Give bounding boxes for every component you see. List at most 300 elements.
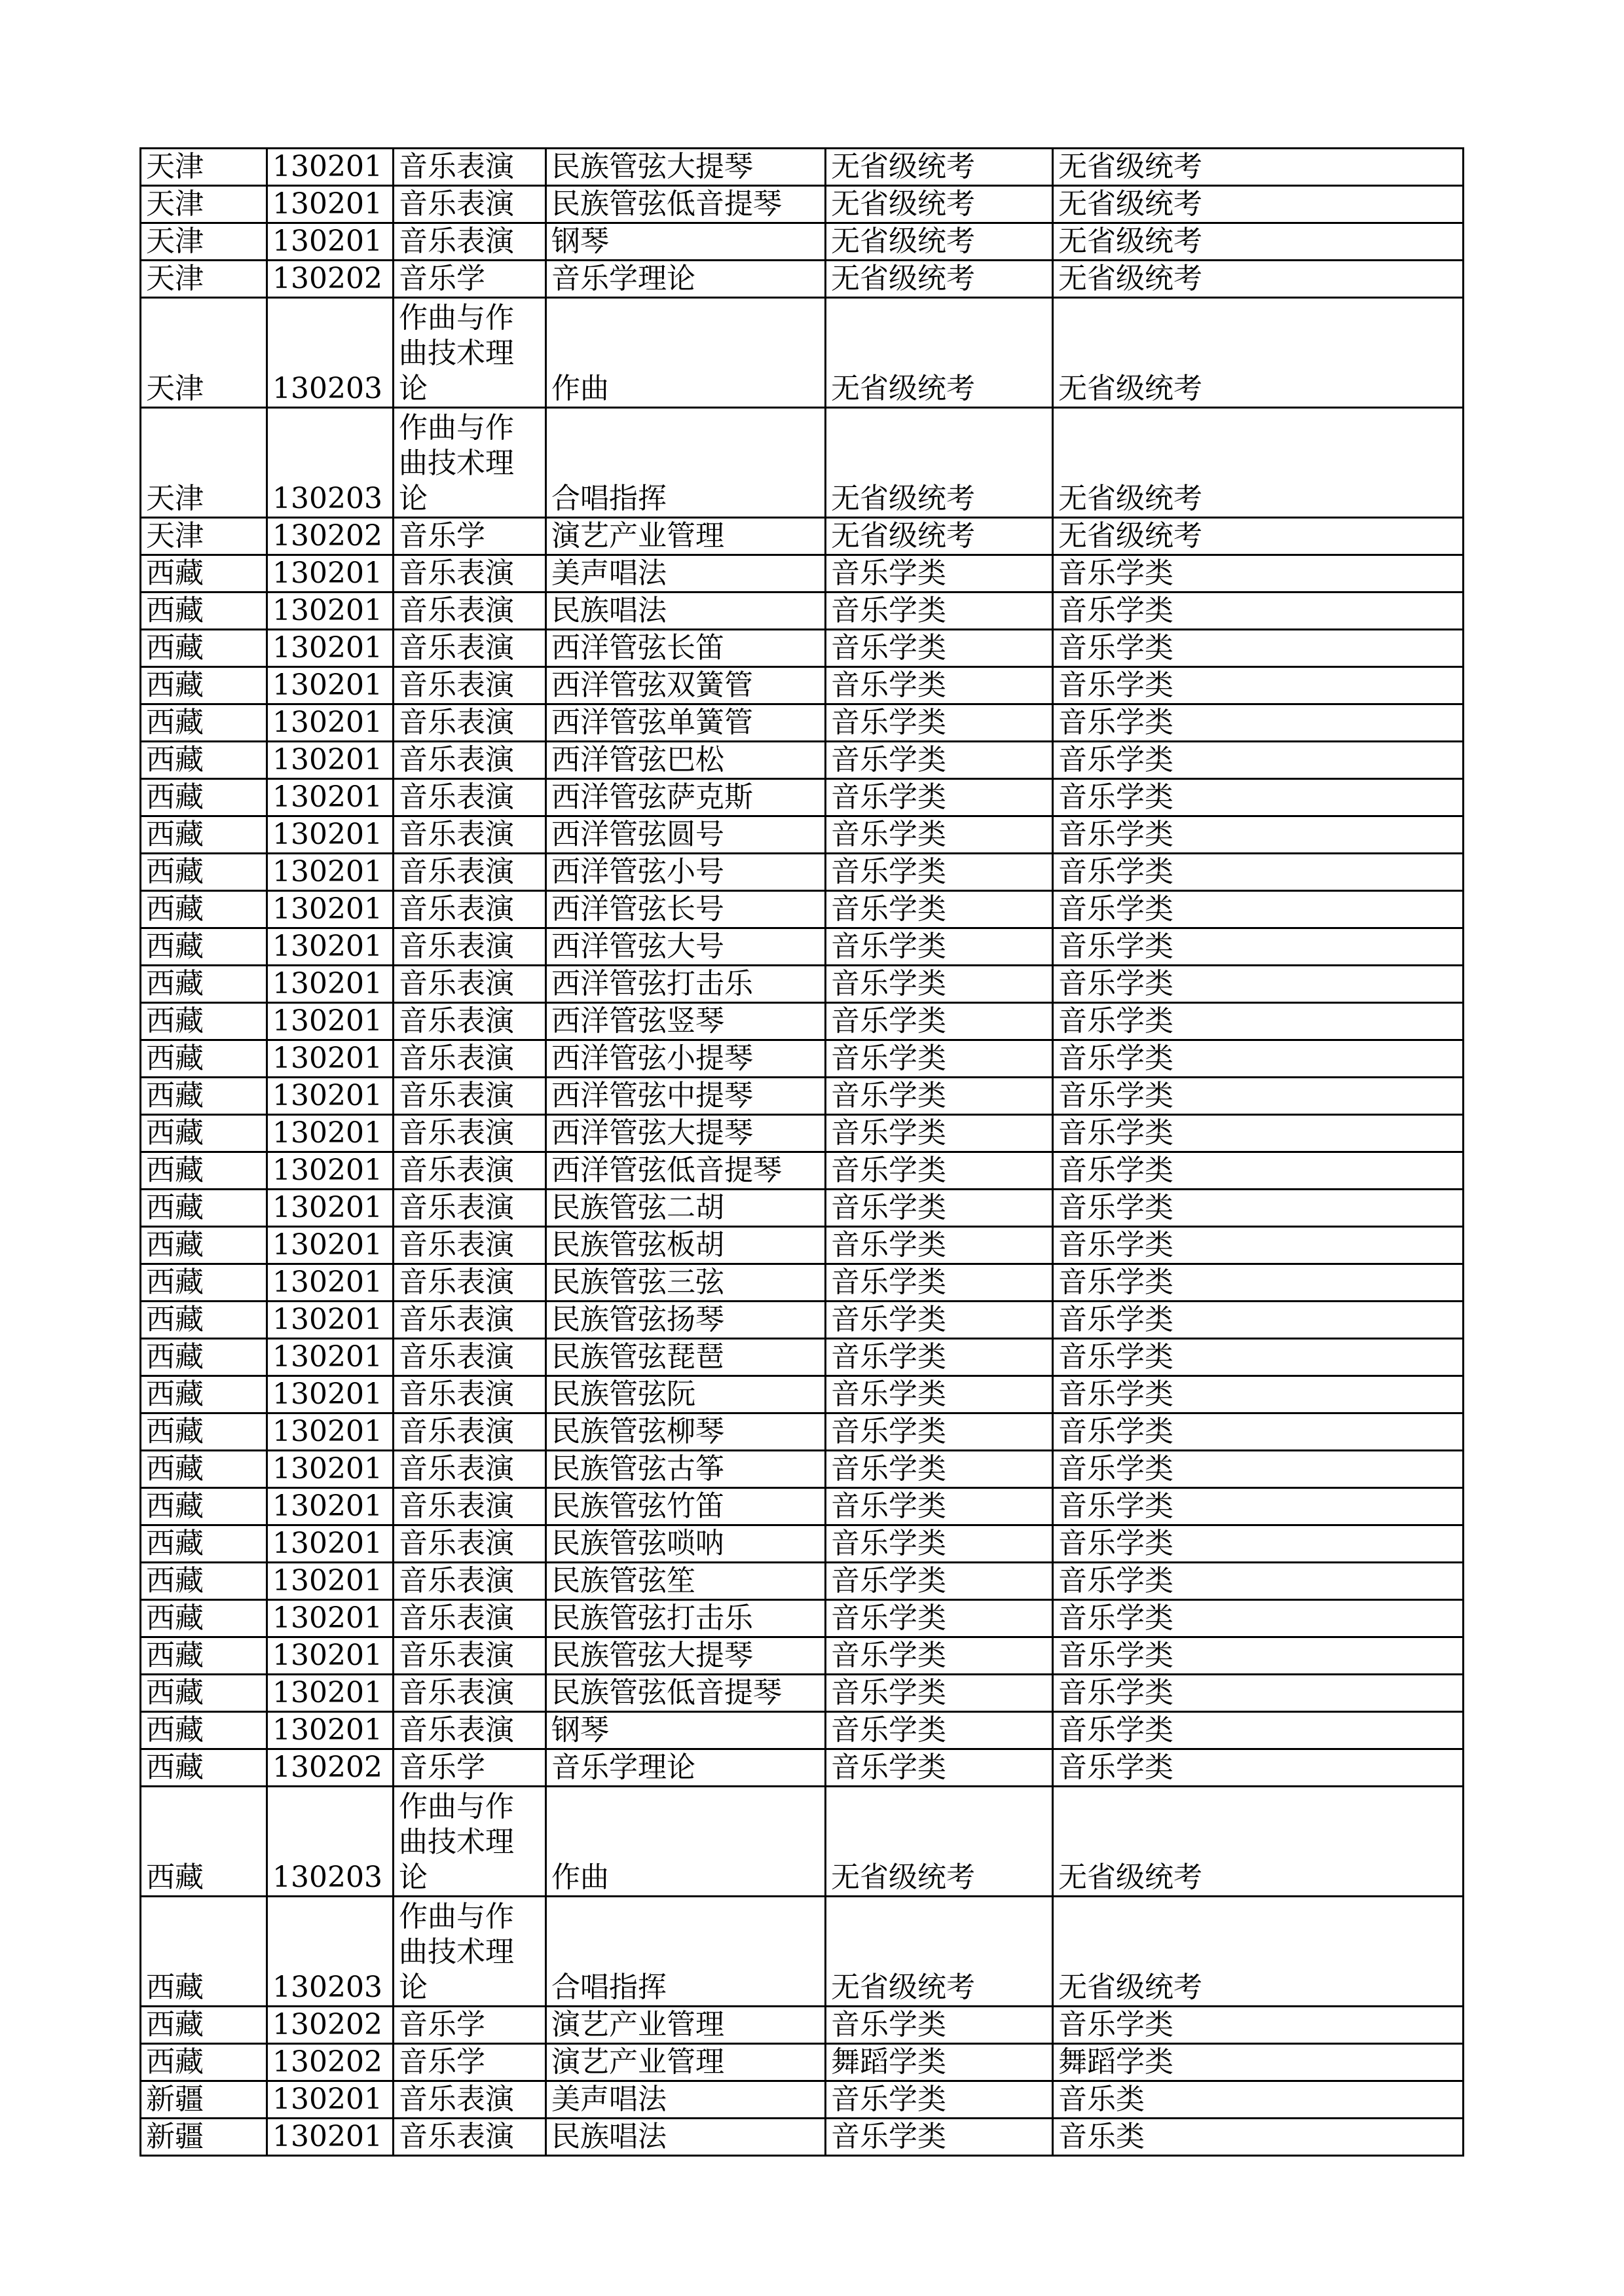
data-table [139,147,1464,2157]
province-cell: 西藏 [141,1637,267,1675]
exam-type-cell: 无省级统考 [1053,298,1464,408]
direction-cell: 西洋管弦小提琴 [546,1040,826,1078]
code-cell: 130201 [267,223,394,261]
major-cell: 音乐学 [394,2007,546,2044]
table-row [141,2007,1464,2044]
direction-cell: 民族管弦三弦 [546,1264,826,1302]
code-cell: 130201 [267,1339,394,1376]
direction-cell: 西洋管弦圆号 [546,816,826,854]
province-cell: 西藏 [141,891,267,928]
code-cell: 130201 [267,186,394,223]
major-cell: 作曲与作 曲技术理 论 [394,408,546,518]
exam-type-cell: 音乐学类 [1053,630,1464,667]
major-cell: 音乐表演 [394,779,546,816]
exam-category-cell: 音乐学类 [826,1152,1053,1190]
major-cell: 音乐表演 [394,1451,546,1488]
table-row [141,1376,1464,1413]
major-cell: 音乐表演 [394,555,546,592]
exam-type-cell: 无省级统考 [1053,518,1464,555]
province-cell: 西藏 [141,592,267,630]
province-cell: 西藏 [141,555,267,592]
direction-cell: 钢琴 [546,1712,826,1749]
exam-category-cell: 舞蹈学类 [826,2044,1053,2081]
table-row [141,518,1464,555]
table-body [141,149,1464,2156]
exam-type-cell: 无省级统考 [1053,1897,1464,2007]
direction-cell: 西洋管弦单簧管 [546,704,826,742]
exam-type-cell: 音乐学类 [1053,1115,1464,1152]
exam-category-cell: 音乐学类 [826,630,1053,667]
exam-type-cell: 音乐学类 [1053,1488,1464,1525]
table-row [141,261,1464,298]
code-cell: 130201 [267,816,394,854]
table-row [141,223,1464,261]
table-row [141,1302,1464,1339]
code-cell: 130201 [267,1115,394,1152]
major-cell: 音乐表演 [394,1152,546,1190]
exam-type-cell: 音乐学类 [1053,779,1464,816]
province-cell: 西藏 [141,1897,267,2007]
exam-category-cell: 音乐学类 [826,742,1053,779]
table-row [141,854,1464,891]
exam-category-cell: 无省级统考 [826,298,1053,408]
exam-type-cell: 音乐学类 [1053,1264,1464,1302]
major-cell: 音乐表演 [394,1227,546,1264]
exam-category-cell: 音乐学类 [826,1339,1053,1376]
exam-category-cell: 音乐学类 [826,966,1053,1003]
direction-cell: 西洋管弦萨克斯 [546,779,826,816]
exam-type-cell: 音乐学类 [1053,555,1464,592]
direction-cell: 民族管弦大提琴 [546,149,826,186]
major-cell: 音乐表演 [394,1413,546,1451]
exam-category-cell: 音乐学类 [826,1264,1053,1302]
table-row [141,555,1464,592]
province-cell: 西藏 [141,928,267,966]
direction-cell: 民族管弦二胡 [546,1190,826,1227]
exam-category-cell: 音乐学类 [826,779,1053,816]
direction-cell: 民族管弦柳琴 [546,1413,826,1451]
exam-category-cell: 音乐学类 [826,1003,1053,1040]
major-cell: 音乐表演 [394,928,546,966]
major-cell: 音乐表演 [394,704,546,742]
province-cell: 西藏 [141,1003,267,1040]
code-cell: 130201 [267,1712,394,1749]
direction-cell: 西洋管弦竖琴 [546,1003,826,1040]
exam-category-cell: 音乐学类 [826,1488,1053,1525]
major-cell: 音乐表演 [394,149,546,186]
major-cell: 音乐表演 [394,1078,546,1115]
table-row [141,298,1464,408]
exam-category-cell: 音乐学类 [826,555,1053,592]
major-cell: 作曲与作 曲技术理 论 [394,1897,546,2007]
exam-type-cell: 音乐类 [1053,2081,1464,2119]
exam-type-cell: 音乐学类 [1053,592,1464,630]
table-row [141,408,1464,518]
direction-cell: 合唱指挥 [546,1897,826,2007]
code-cell: 130201 [267,1413,394,1451]
direction-cell: 作曲 [546,1787,826,1897]
exam-type-cell: 无省级统考 [1053,186,1464,223]
province-cell: 西藏 [141,2007,267,2044]
major-cell: 音乐表演 [394,1264,546,1302]
direction-cell: 演艺产业管理 [546,2044,826,2081]
code-cell: 130201 [267,1563,394,1600]
exam-type-cell: 音乐学类 [1053,1637,1464,1675]
code-cell: 130201 [267,1152,394,1190]
direction-cell: 西洋管弦小号 [546,854,826,891]
direction-cell: 西洋管弦长笛 [546,630,826,667]
province-cell: 西藏 [141,1787,267,1897]
table-row [141,1003,1464,1040]
major-cell: 音乐表演 [394,1488,546,1525]
exam-category-cell: 音乐学类 [826,1525,1053,1563]
exam-type-cell: 无省级统考 [1053,408,1464,518]
direction-cell: 音乐学理论 [546,1749,826,1787]
exam-category-cell: 音乐学类 [826,1302,1053,1339]
major-cell: 音乐表演 [394,1637,546,1675]
major-cell: 音乐表演 [394,667,546,704]
code-cell: 130201 [267,630,394,667]
code-cell: 130201 [267,2119,394,2156]
exam-type-cell: 音乐学类 [1053,1078,1464,1115]
exam-category-cell: 无省级统考 [826,261,1053,298]
province-cell: 新疆 [141,2081,267,2119]
exam-category-cell: 音乐学类 [826,1749,1053,1787]
code-cell: 130202 [267,261,394,298]
province-cell: 西藏 [141,854,267,891]
exam-type-cell: 音乐学类 [1053,2007,1464,2044]
major-cell: 音乐表演 [394,1302,546,1339]
province-cell: 天津 [141,149,267,186]
exam-type-cell: 无省级统考 [1053,223,1464,261]
table-row [141,1227,1464,1264]
exam-type-cell: 音乐学类 [1053,1712,1464,1749]
major-cell: 音乐学 [394,2044,546,2081]
direction-cell: 合唱指挥 [546,408,826,518]
exam-category-cell: 无省级统考 [826,223,1053,261]
direction-cell: 民族唱法 [546,2119,826,2156]
province-cell: 西藏 [141,1451,267,1488]
direction-cell: 民族管弦低音提琴 [546,1675,826,1712]
province-cell: 西藏 [141,1563,267,1600]
exam-type-cell: 音乐学类 [1053,742,1464,779]
exam-type-cell: 音乐学类 [1053,854,1464,891]
province-cell: 西藏 [141,1152,267,1190]
code-cell: 130201 [267,1078,394,1115]
direction-cell: 西洋管弦大号 [546,928,826,966]
table-row [141,2081,1464,2119]
province-cell: 西藏 [141,1600,267,1637]
table-row [141,1637,1464,1675]
exam-category-cell: 无省级统考 [826,1897,1053,2007]
major-cell: 音乐表演 [394,1040,546,1078]
exam-type-cell: 无省级统考 [1053,149,1464,186]
code-cell: 130201 [267,1264,394,1302]
exam-type-cell: 音乐学类 [1053,816,1464,854]
table-row [141,1563,1464,1600]
province-cell: 西藏 [141,1115,267,1152]
code-cell: 130201 [267,742,394,779]
major-cell: 音乐学 [394,1749,546,1787]
major-cell: 音乐表演 [394,592,546,630]
exam-type-cell: 音乐学类 [1053,1525,1464,1563]
province-cell: 西藏 [141,816,267,854]
major-cell: 作曲与作 曲技术理 论 [394,298,546,408]
code-cell: 130202 [267,2007,394,2044]
code-cell: 130201 [267,149,394,186]
code-cell: 130202 [267,2044,394,2081]
major-cell: 音乐学 [394,518,546,555]
province-cell: 新疆 [141,2119,267,2156]
table-row [141,1675,1464,1712]
exam-type-cell: 音乐学类 [1053,1600,1464,1637]
exam-category-cell: 无省级统考 [826,518,1053,555]
code-cell: 130201 [267,1451,394,1488]
province-cell: 天津 [141,298,267,408]
major-cell: 音乐表演 [394,1190,546,1227]
table-row [141,1525,1464,1563]
table-row [141,1115,1464,1152]
major-cell: 音乐学 [394,261,546,298]
province-cell: 西藏 [141,1525,267,1563]
code-cell: 130201 [267,1525,394,1563]
code-cell: 130201 [267,1190,394,1227]
exam-type-cell: 音乐学类 [1053,1190,1464,1227]
exam-type-cell: 无省级统考 [1053,1787,1464,1897]
province-cell: 天津 [141,186,267,223]
code-cell: 130201 [267,592,394,630]
table-row [141,742,1464,779]
code-cell: 130203 [267,298,394,408]
exam-type-cell: 音乐学类 [1053,1152,1464,1190]
table-row [141,704,1464,742]
direction-cell: 西洋管弦巴松 [546,742,826,779]
table-row [141,1712,1464,1749]
direction-cell: 演艺产业管理 [546,518,826,555]
code-cell: 130201 [267,555,394,592]
exam-type-cell: 音乐学类 [1053,1413,1464,1451]
table-row [141,779,1464,816]
province-cell: 西藏 [141,1749,267,1787]
table-row [141,1339,1464,1376]
major-cell: 音乐表演 [394,1675,546,1712]
exam-category-cell: 音乐学类 [826,2081,1053,2119]
table-row [141,1787,1464,1897]
direction-cell: 民族管弦古筝 [546,1451,826,1488]
exam-category-cell: 音乐学类 [826,1115,1053,1152]
exam-category-cell: 音乐学类 [826,2119,1053,2156]
exam-category-cell: 音乐学类 [826,1227,1053,1264]
code-cell: 130201 [267,1302,394,1339]
direction-cell: 钢琴 [546,223,826,261]
province-cell: 西藏 [141,779,267,816]
province-cell: 天津 [141,261,267,298]
exam-type-cell: 音乐学类 [1053,1040,1464,1078]
code-cell: 130201 [267,1637,394,1675]
table-row [141,2119,1464,2156]
exam-category-cell: 音乐学类 [826,1563,1053,1600]
province-cell: 天津 [141,223,267,261]
province-cell: 西藏 [141,1339,267,1376]
exam-type-cell: 无省级统考 [1053,261,1464,298]
code-cell: 130201 [267,1003,394,1040]
exam-type-cell: 舞蹈学类 [1053,2044,1464,2081]
code-cell: 130201 [267,928,394,966]
table-row [141,1488,1464,1525]
province-cell: 西藏 [141,1302,267,1339]
exam-category-cell: 音乐学类 [826,1413,1053,1451]
exam-category-cell: 无省级统考 [826,186,1053,223]
exam-type-cell: 音乐学类 [1053,1339,1464,1376]
table-row [141,1413,1464,1451]
exam-type-cell: 音乐类 [1053,2119,1464,2156]
code-cell: 130201 [267,2081,394,2119]
code-cell: 130201 [267,1600,394,1637]
exam-type-cell: 音乐学类 [1053,704,1464,742]
exam-category-cell: 音乐学类 [826,1675,1053,1712]
major-cell: 音乐表演 [394,891,546,928]
major-cell: 音乐表演 [394,1339,546,1376]
table-row [141,1078,1464,1115]
exam-category-cell: 音乐学类 [826,1040,1053,1078]
direction-cell: 民族管弦笙 [546,1563,826,1600]
table-row [141,928,1464,966]
province-cell: 西藏 [141,1413,267,1451]
exam-category-cell: 音乐学类 [826,1600,1053,1637]
exam-category-cell: 无省级统考 [826,149,1053,186]
code-cell: 130201 [267,966,394,1003]
table-row [141,1040,1464,1078]
direction-cell: 民族管弦琵琶 [546,1339,826,1376]
table-row [141,186,1464,223]
table-row [141,1451,1464,1488]
exam-type-cell: 音乐学类 [1053,1749,1464,1787]
province-cell: 西藏 [141,1190,267,1227]
direction-cell: 美声唱法 [546,2081,826,2119]
direction-cell: 演艺产业管理 [546,2007,826,2044]
exam-category-cell: 无省级统考 [826,408,1053,518]
table-row [141,1190,1464,1227]
table-row [141,816,1464,854]
major-cell: 音乐表演 [394,1376,546,1413]
province-cell: 西藏 [141,630,267,667]
major-cell: 音乐表演 [394,223,546,261]
major-cell: 音乐表演 [394,1115,546,1152]
province-cell: 西藏 [141,704,267,742]
code-cell: 130202 [267,518,394,555]
table-row [141,1152,1464,1190]
exam-type-cell: 音乐学类 [1053,891,1464,928]
major-cell: 音乐表演 [394,742,546,779]
code-cell: 130201 [267,667,394,704]
direction-cell: 民族管弦唢呐 [546,1525,826,1563]
exam-category-cell: 音乐学类 [826,1078,1053,1115]
exam-type-cell: 音乐学类 [1053,1227,1464,1264]
direction-cell: 民族管弦竹笛 [546,1488,826,1525]
major-cell: 音乐表演 [394,630,546,667]
table-row [141,1600,1464,1637]
province-cell: 西藏 [141,1078,267,1115]
code-cell: 130203 [267,408,394,518]
exam-type-cell: 音乐学类 [1053,1675,1464,1712]
direction-cell: 民族管弦大提琴 [546,1637,826,1675]
direction-cell: 作曲 [546,298,826,408]
exam-category-cell: 音乐学类 [826,2007,1053,2044]
exam-category-cell: 无省级统考 [826,1787,1053,1897]
province-cell: 西藏 [141,1488,267,1525]
exam-category-cell: 音乐学类 [826,1190,1053,1227]
direction-cell: 西洋管弦中提琴 [546,1078,826,1115]
exam-category-cell: 音乐学类 [826,854,1053,891]
exam-category-cell: 音乐学类 [826,704,1053,742]
direction-cell: 民族管弦阮 [546,1376,826,1413]
code-cell: 130201 [267,1488,394,1525]
major-cell: 作曲与作 曲技术理 论 [394,1787,546,1897]
code-cell: 130201 [267,1040,394,1078]
code-cell: 130201 [267,891,394,928]
province-cell: 西藏 [141,1712,267,1749]
province-cell: 天津 [141,408,267,518]
major-cell: 音乐表演 [394,854,546,891]
direction-cell: 西洋管弦打击乐 [546,966,826,1003]
major-cell: 音乐表演 [394,1600,546,1637]
table-row [141,1264,1464,1302]
table-row [141,149,1464,186]
direction-cell: 西洋管弦长号 [546,891,826,928]
province-cell: 天津 [141,518,267,555]
table-row [141,2044,1464,2081]
table-row [141,667,1464,704]
province-cell: 西藏 [141,1675,267,1712]
code-cell: 130201 [267,704,394,742]
exam-category-cell: 音乐学类 [826,1451,1053,1488]
exam-type-cell: 音乐学类 [1053,1003,1464,1040]
code-cell: 130201 [267,779,394,816]
exam-type-cell: 音乐学类 [1053,966,1464,1003]
province-cell: 西藏 [141,1264,267,1302]
exam-type-cell: 音乐学类 [1053,1302,1464,1339]
direction-cell: 民族管弦板胡 [546,1227,826,1264]
exam-type-cell: 音乐学类 [1053,928,1464,966]
major-cell: 音乐表演 [394,2119,546,2156]
table-row [141,592,1464,630]
code-cell: 130201 [267,1376,394,1413]
exam-category-cell: 音乐学类 [826,667,1053,704]
exam-type-cell: 音乐学类 [1053,1563,1464,1600]
major-cell: 音乐表演 [394,1525,546,1563]
code-cell: 130203 [267,1787,394,1897]
province-cell: 西藏 [141,2044,267,2081]
direction-cell: 西洋管弦低音提琴 [546,1152,826,1190]
exam-category-cell: 音乐学类 [826,816,1053,854]
code-cell: 130201 [267,1227,394,1264]
major-cell: 音乐表演 [394,186,546,223]
direction-cell: 西洋管弦大提琴 [546,1115,826,1152]
table-row [141,1749,1464,1787]
province-cell: 西藏 [141,966,267,1003]
province-cell: 西藏 [141,1376,267,1413]
exam-category-cell: 音乐学类 [826,1637,1053,1675]
table-row [141,891,1464,928]
major-cell: 音乐表演 [394,966,546,1003]
province-cell: 西藏 [141,1040,267,1078]
code-cell: 130203 [267,1897,394,2007]
table-row [141,1897,1464,2007]
direction-cell: 民族管弦低音提琴 [546,186,826,223]
direction-cell: 西洋管弦双簧管 [546,667,826,704]
exam-type-cell: 音乐学类 [1053,667,1464,704]
exam-category-cell: 音乐学类 [826,928,1053,966]
